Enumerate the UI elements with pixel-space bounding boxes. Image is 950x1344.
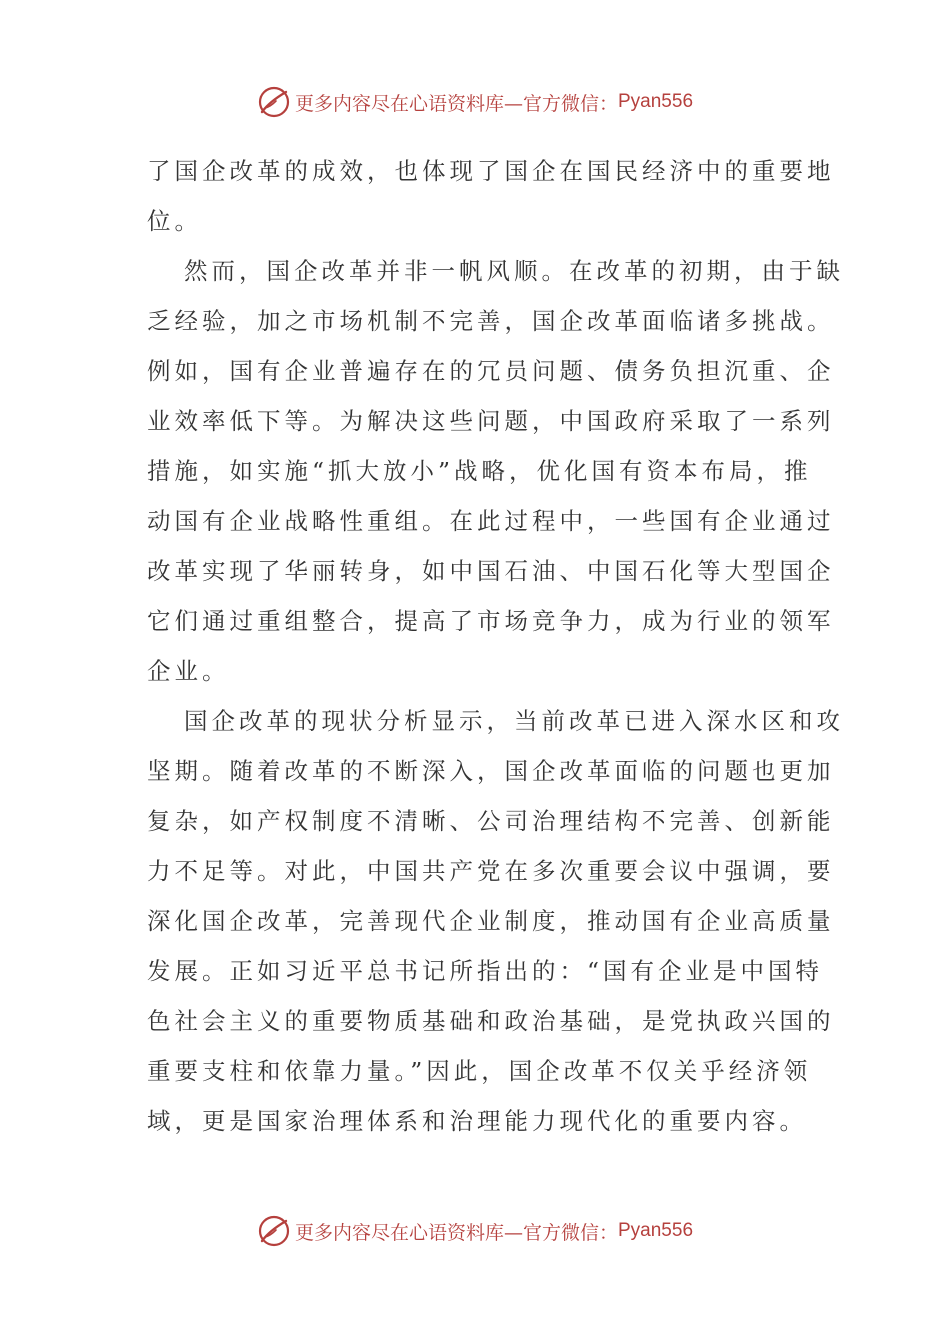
text-line: 发展。正如习近平总书记所指出的：“国有企业是中国特 (147, 957, 824, 985)
pen-logo-icon (257, 1214, 291, 1248)
text-line: 域，更是国家治理体系和治理能力现代化的重要内容。 (147, 1107, 807, 1135)
text-line: 改革实现了华丽转身，如中国石油、中国石化等大型国企 (147, 557, 835, 585)
text-line: 例如，国有企业普遍存在的冗员问题、债务负担沉重、企 (147, 357, 835, 385)
text-line: 它们通过重组整合，提高了市场竞争力，成为行业的领军 (147, 607, 835, 635)
text-line: 业效率低下等。为解决这些问题，中国政府采取了一系列 (147, 407, 835, 435)
wechat-id: Pyan556 (618, 1220, 694, 1241)
text-line: 重要支柱和依靠力量。”因此，国企改革不仅关乎经济领 (147, 1057, 812, 1085)
text-line: 坚期。随着改革的不断深入，国企改革面临的问题也更加 (147, 757, 835, 785)
text-line: 动国有企业战略性重组。在此过程中，一些国有企业通过 (147, 507, 835, 535)
header-watermark (0, 82, 950, 122)
footer-watermark (0, 1211, 950, 1251)
text-line: 企业。 (147, 657, 230, 685)
watermark-text: 更多内容尽在心语资料库—官方微信： (294, 1221, 618, 1244)
text-line: 色社会主义的重要物质基础和政治基础，是党执政兴国的 (147, 1007, 835, 1035)
wechat-id: Pyan556 (618, 91, 694, 112)
text-line: 乏经验，加之市场机制不完善，国企改革面临诸多挑战。 (147, 307, 835, 335)
text-line: 深化国企改革，完善现代企业制度，推动国有企业高质量 (147, 907, 835, 935)
text-line: 了国企改革的成效，也体现了国企在国民经济中的重要地 (147, 157, 835, 185)
watermark-text: 更多内容尽在心语资料库—官方微信： (294, 92, 618, 115)
text-line: 力不足等。对此，中国共产党在多次重要会议中强调，要 (147, 857, 835, 885)
paragraph-start-line: 国企改革的现状分析显示，当前改革已进入深水区和攻 (184, 707, 844, 735)
text-line: 复杂，如产权制度不清晰、公司治理结构不完善、创新能 (147, 807, 835, 835)
pen-logo-icon (257, 85, 291, 119)
text-line: 位。 (147, 207, 202, 235)
text-line: 措施，如实施“抓大放小”战略，优化国有资本布局，推 (147, 457, 812, 485)
document-body (147, 146, 844, 1146)
paragraph-start-line: 然而，国企改革并非一帆风顺。在改革的初期，由于缺 (184, 257, 844, 285)
